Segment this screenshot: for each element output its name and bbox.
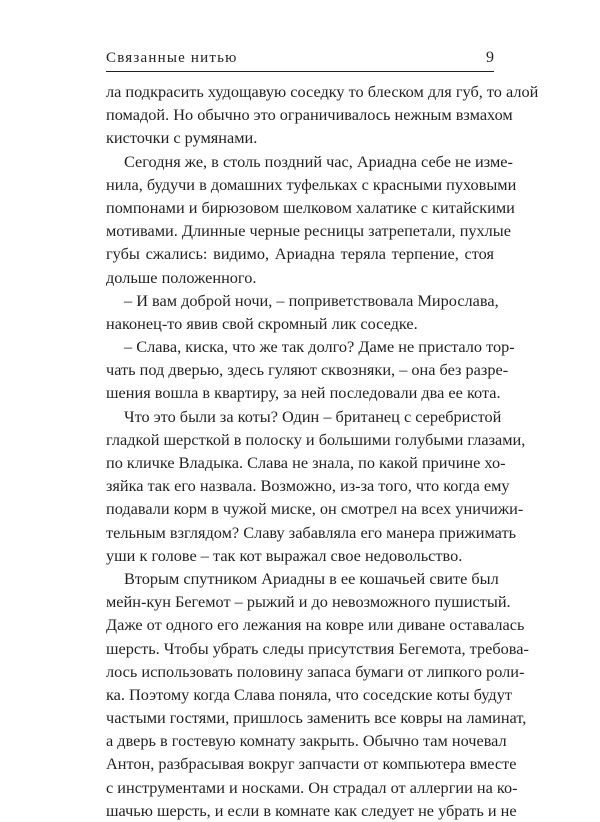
text-line: Антон, разбрасывая вокруг запчасти от компьютера вместе [106,754,517,774]
text-line: нила, будучи в домашних туфельках с красными пуховыми [106,174,517,194]
text-line: подавали корм в чужой миске, он смотрел на всех уничижи- [106,499,524,519]
text-line: ла подкрасить худощавую соседку то блеском для губ, то алой [106,82,539,101]
body-text [106,80,539,822]
running-head [106,45,494,67]
text-line: – И вам доброй ночи, – поприветствовала Мирослава, [124,290,499,310]
text-line: по кличке Владыка. Слава не знала, по какой причине хо- [106,453,506,472]
running-title: Связанные нитью [106,50,238,66]
text-line: наконец-то явив свой скромный лик соседке. [106,313,418,333]
text-line: мотивами. Длинные черные ресницы затрепетали, пухлые [106,221,511,241]
text-line: шерсть. Чтобы убрать следы присутствия Бегемота, требова- [106,638,529,658]
text-line: Даже от одного его лежания на ковре или диване оставалась [106,615,525,635]
text-line: а дверь в гостевую комнату закрыть. Обычно там ночевал [106,731,507,751]
text-line: помпонами и бирюзовом шелковом халатике с китайскими [106,197,515,217]
text-line: с инструментами и носками. Он страдал от аллергии на ко- [106,777,518,797]
text-line: уши к голове – так кот выражал свое недовольство. [106,545,463,565]
text-line: Вторым спутником Ариадны в ее кошачьей свите был [124,568,499,588]
text-line: помадой. Но обычно это ограничивалось нежным взмахом [106,105,513,125]
text-line: дольше положенного. [106,267,257,287]
text-line: – Слава, киска, что же так долго? Даме не пристало тор- [124,337,515,357]
text-line: тельным взглядом? Славу забавляла его манера прижимать [106,522,517,542]
text-line: мейн-кун Бегемот – рыжий и до невозможного пушистый. [106,592,511,612]
text-line: зяйка так его назвала. Возможно, из-за того, что когда ему [106,476,510,496]
text-line: Сегодня же, в столь поздний час, Ариадна себе не изме- [124,151,513,171]
page-number: 9 [486,49,494,66]
text-line: ка. Поэтому когда Слава поняла, что соседские коты будут [106,684,512,704]
text-line: губы сжались: видимо, Ариадна теряла терпение, стоя [106,244,494,264]
text-line: шения вошла в квартиру, за ней последовали два ее кота. [106,383,501,403]
text-line: шачью шерсть, и если в комнате как следует не убрать и не [106,800,517,820]
text-line: Что это были за коты? Один – британец с серебристой [124,406,502,426]
header-rule [106,71,494,72]
text-line: чать под дверью, здесь гуляют сквозняки, – она без разре- [106,360,509,380]
text-line: частыми гостями, пришлось заменить все ковры на ламинат, [106,708,527,728]
text-line: лось использовать половину запаса бумаги от липкого роли- [106,661,525,681]
text-line: кисточки с румянами. [106,128,258,148]
text-line: гладкой шерсткой в полоску и большими голубыми глазами, [106,429,526,449]
